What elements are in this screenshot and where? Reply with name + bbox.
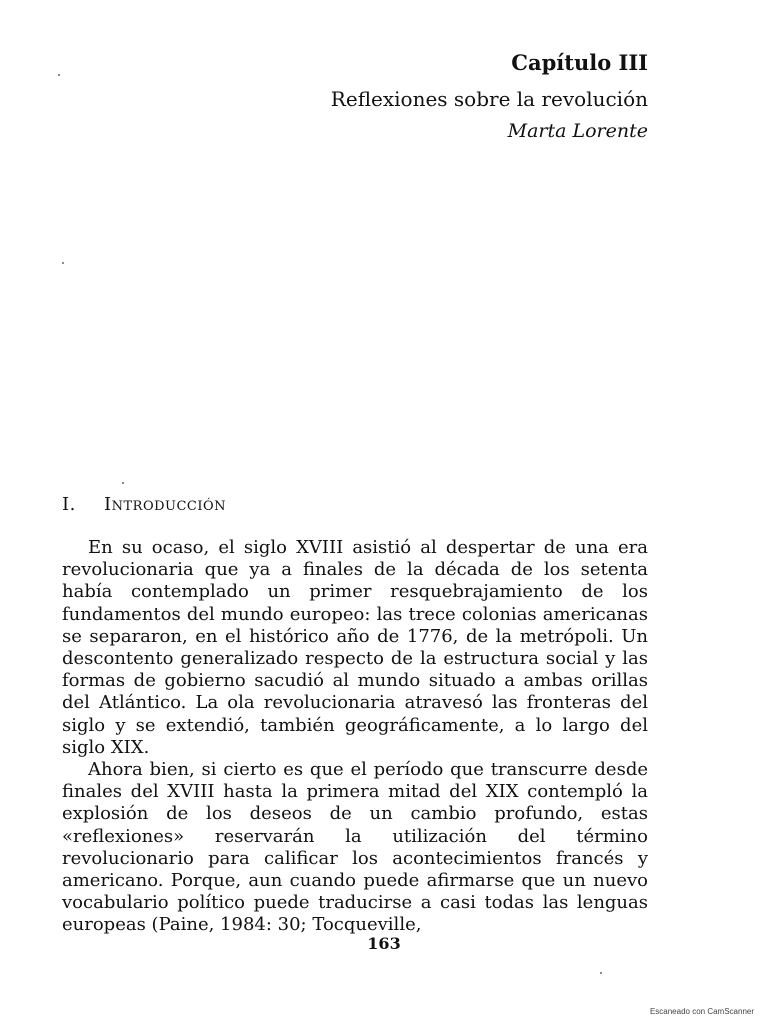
chapter-header: [331, 48, 648, 146]
section-title: Introducción: [104, 494, 227, 515]
scanner-watermark: Escaneado con CamScanner: [649, 1007, 754, 1016]
section-heading: [62, 492, 226, 518]
chapter-label: Capítulo III: [511, 50, 648, 75]
paragraph: En su ocaso, el siglo XVIII asistió al despertar de una era revolucionaria que ya a finales de la década de los setenta había contemplado un primer resquebrajamiento de los fundamentos del mundo europeo: las trece colonias americanas se separaron, en el histórico año de 1776, de la metrópoli. Un descontento generalizado respecto de la estructura social y las formas de gobierno sacudió al mundo situado a ambas orillas del Atlántico. La ola revolucionaria atravesó las fronteras del siglo y se extendió, también geográficamente, a lo largo del siglo XIX.: [62, 537, 648, 758]
scan-speck: [122, 482, 124, 484]
section-number: I.: [62, 494, 76, 515]
paragraph: Ahora bien, si cierto es que el período que transcurre desde finales del XVIII hasta la primera mitad del XIX contempló la explosión de los deseos de un cambio profundo, estas «reflexiones» reservarán la utilización del término revolucionario para calificar los acontecimientos francés y americano. Porque, aun cuando puede afirmarse que un nuevo vocabulario político puede traducirse a casi todas las lenguas europeas (Paine, 1984: 30; Tocqueville,: [62, 759, 648, 936]
page-number: 163: [367, 934, 401, 953]
scan-speck: [62, 262, 64, 264]
scan-speck: [58, 74, 60, 76]
body-text: [62, 537, 648, 937]
chapter-title: Reflexiones sobre la revolución: [330, 87, 648, 111]
chapter-author: Marta Lorente: [507, 120, 648, 142]
scan-speck: [600, 972, 602, 974]
